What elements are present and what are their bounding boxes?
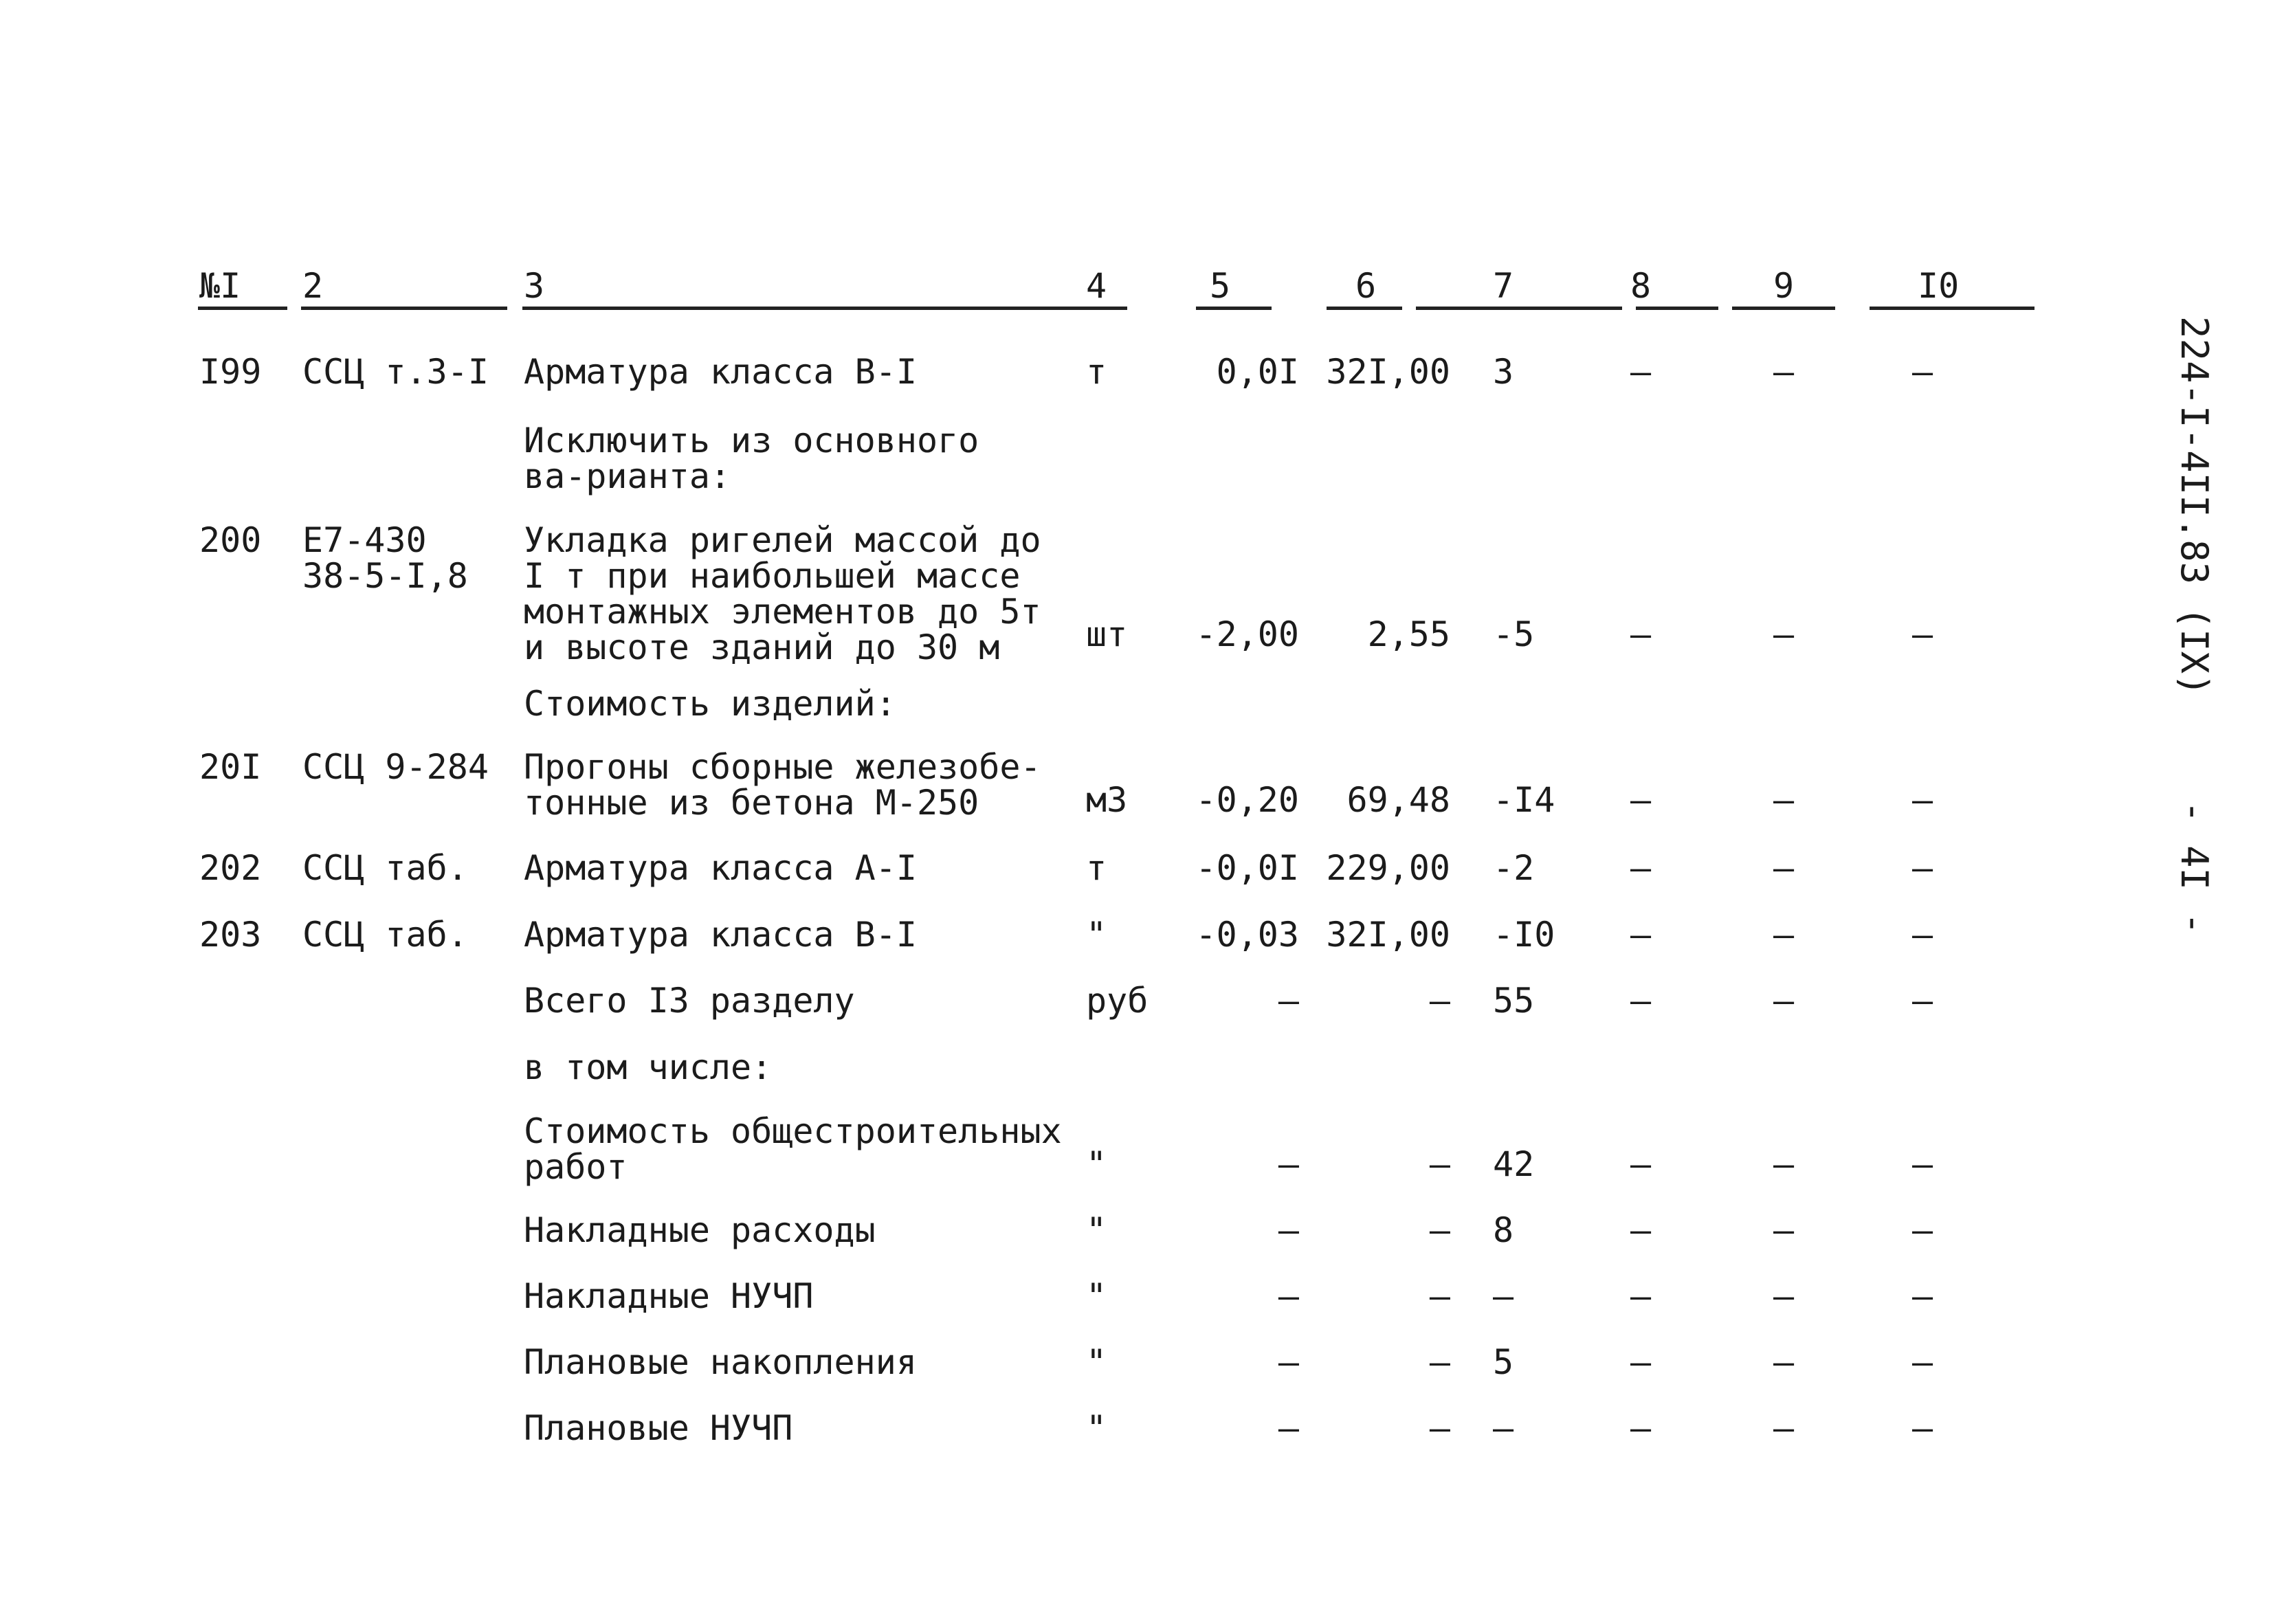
row-price: 2,55	[1367, 614, 1450, 654]
col-header-7: 7	[1493, 266, 1514, 306]
row-col-9: –	[1773, 614, 1795, 654]
row-description: Стоимость общестроительных работ	[524, 1111, 1062, 1187]
row-quantity: –	[1278, 1276, 1299, 1316]
row-price: 32I,00	[1326, 915, 1450, 955]
row-description: Накладные расходы	[524, 1210, 876, 1250]
row-quantity: -2,00	[1195, 614, 1299, 654]
row-col-10: –	[1912, 1342, 1933, 1382]
row-col-10: –	[1912, 614, 1933, 654]
row-total: -I4	[1493, 780, 1555, 820]
row-quantity: -0,20	[1195, 780, 1299, 820]
row-col-8: –	[1630, 1144, 1652, 1184]
row-col-9: –	[1773, 352, 1795, 392]
row-col-8: –	[1630, 1210, 1652, 1250]
row-code: Е7-430 38-5-I,8	[302, 520, 468, 596]
col-header-1: №I	[199, 266, 241, 306]
header-rule	[1732, 307, 1835, 310]
row-description: Стоимость изделий:	[524, 684, 896, 724]
row-col-9: –	[1773, 848, 1795, 888]
row-description: Плановые накопления	[524, 1342, 917, 1382]
row-unit: руб	[1086, 981, 1149, 1021]
row-price: –	[1429, 1408, 1450, 1448]
row-col-8: –	[1630, 915, 1652, 955]
row-col-8: –	[1630, 1276, 1652, 1316]
header-rule	[301, 307, 507, 310]
row-col-10: –	[1912, 848, 1933, 888]
row-unit: т	[1086, 352, 1107, 392]
row-col-8: –	[1630, 614, 1652, 654]
row-unit: шт	[1086, 614, 1128, 654]
row-col-10: –	[1912, 1144, 1933, 1184]
row-col-9: –	[1773, 1342, 1795, 1382]
row-quantity: –	[1278, 1408, 1299, 1448]
row-col-10: –	[1912, 1408, 1933, 1448]
row-col-8: –	[1630, 848, 1652, 888]
row-col-9: –	[1773, 1144, 1795, 1184]
row-description: Всего I3 разделу	[524, 981, 855, 1021]
col-header-10: I0	[1918, 266, 1960, 306]
row-quantity: –	[1278, 1210, 1299, 1250]
row-number: 203	[199, 915, 262, 955]
header-rule	[1196, 307, 1272, 310]
row-col-8: –	[1630, 780, 1652, 820]
row-description: Арматура класса В-I	[524, 352, 917, 392]
row-quantity: -0,03	[1195, 915, 1299, 955]
row-price: 32I,00	[1326, 352, 1450, 392]
row-total: -2	[1493, 848, 1535, 888]
row-unit: "	[1086, 1342, 1107, 1382]
row-total: 55	[1493, 981, 1535, 1021]
row-total: 5	[1493, 1342, 1514, 1382]
row-col-9: –	[1773, 780, 1795, 820]
row-price: 69,48	[1346, 780, 1450, 820]
row-col-8: –	[1630, 1342, 1652, 1382]
row-col-9: –	[1773, 981, 1795, 1021]
row-col-9: –	[1773, 1210, 1795, 1250]
row-quantity: 0,0I	[1216, 352, 1299, 392]
header-rule	[522, 307, 1127, 310]
row-col-8: –	[1630, 981, 1652, 1021]
row-total: 3	[1493, 352, 1514, 392]
row-price: –	[1429, 1276, 1450, 1316]
row-code: ССЦ 9-284	[302, 747, 489, 787]
row-unit: т	[1086, 848, 1107, 888]
row-col-10: –	[1912, 1276, 1933, 1316]
header-rule	[1870, 307, 2034, 310]
row-quantity: –	[1278, 1342, 1299, 1382]
row-col-9: –	[1773, 915, 1795, 955]
row-description: Накладные НУЧП	[524, 1276, 814, 1316]
document-code: 224-I-4II.83 (IX)	[2173, 316, 2216, 696]
row-number: 20I	[199, 747, 262, 787]
row-col-10: –	[1912, 1210, 1933, 1250]
row-unit: "	[1086, 1210, 1107, 1250]
page-number: - 4I -	[2173, 801, 2216, 935]
row-quantity: -0,0I	[1195, 848, 1299, 888]
col-header-6: 6	[1355, 266, 1377, 306]
row-quantity: –	[1278, 981, 1299, 1021]
row-unit: "	[1086, 1144, 1107, 1184]
row-col-10: –	[1912, 915, 1933, 955]
row-number: 200	[199, 520, 262, 560]
row-description: Плановые НУЧП	[524, 1408, 793, 1448]
row-unit: "	[1086, 1408, 1107, 1448]
row-code: ССЦ таб.	[302, 848, 468, 888]
col-header-3: 3	[524, 266, 545, 306]
row-description: Арматура класса А-I	[524, 848, 917, 888]
col-header-5: 5	[1210, 266, 1231, 306]
row-total: 8	[1493, 1210, 1514, 1250]
col-header-4: 4	[1086, 266, 1107, 306]
col-header-8: 8	[1630, 266, 1652, 306]
row-description: в том числе:	[524, 1047, 773, 1087]
row-price: –	[1429, 1210, 1450, 1250]
row-total: –	[1493, 1408, 1514, 1448]
header-rule	[1327, 307, 1402, 310]
row-total: –	[1493, 1276, 1514, 1316]
row-description: Укладка ригелей массой до I т при наибольшей массе монтажных элементов до 5т и высоте зданий до 30 м	[524, 520, 1041, 667]
row-description: Прогоны сборные железобе-тонные из бетона М-250	[524, 747, 1041, 823]
row-col-9: –	[1773, 1408, 1795, 1448]
row-total: 42	[1493, 1144, 1535, 1184]
row-col-10: –	[1912, 780, 1933, 820]
header-rule	[1416, 307, 1622, 310]
row-price: –	[1429, 1342, 1450, 1382]
row-unit: "	[1086, 915, 1107, 955]
header-rule	[1636, 307, 1718, 310]
row-code: ССЦ т.3-I	[302, 352, 489, 392]
row-col-10: –	[1912, 981, 1933, 1021]
row-col-8: –	[1630, 1408, 1652, 1448]
row-description: Арматура класса В-I	[524, 915, 917, 955]
row-number: 202	[199, 848, 262, 888]
col-header-9: 9	[1773, 266, 1795, 306]
row-quantity: –	[1278, 1144, 1299, 1184]
header-rule	[198, 307, 287, 310]
row-price: –	[1429, 1144, 1450, 1184]
row-code: ССЦ таб.	[302, 915, 468, 955]
row-col-9: –	[1773, 1276, 1795, 1316]
col-header-2: 2	[302, 266, 324, 306]
row-unit: "	[1086, 1276, 1107, 1316]
row-total: -I0	[1493, 915, 1555, 955]
row-description: Исключить из основного ва-рианта:	[524, 421, 979, 496]
row-number: I99	[199, 352, 262, 392]
row-total: -5	[1493, 614, 1535, 654]
row-price: –	[1429, 981, 1450, 1021]
row-col-8: –	[1630, 352, 1652, 392]
row-price: 229,00	[1326, 848, 1450, 888]
row-col-10: –	[1912, 352, 1933, 392]
row-unit: м3	[1086, 780, 1128, 820]
